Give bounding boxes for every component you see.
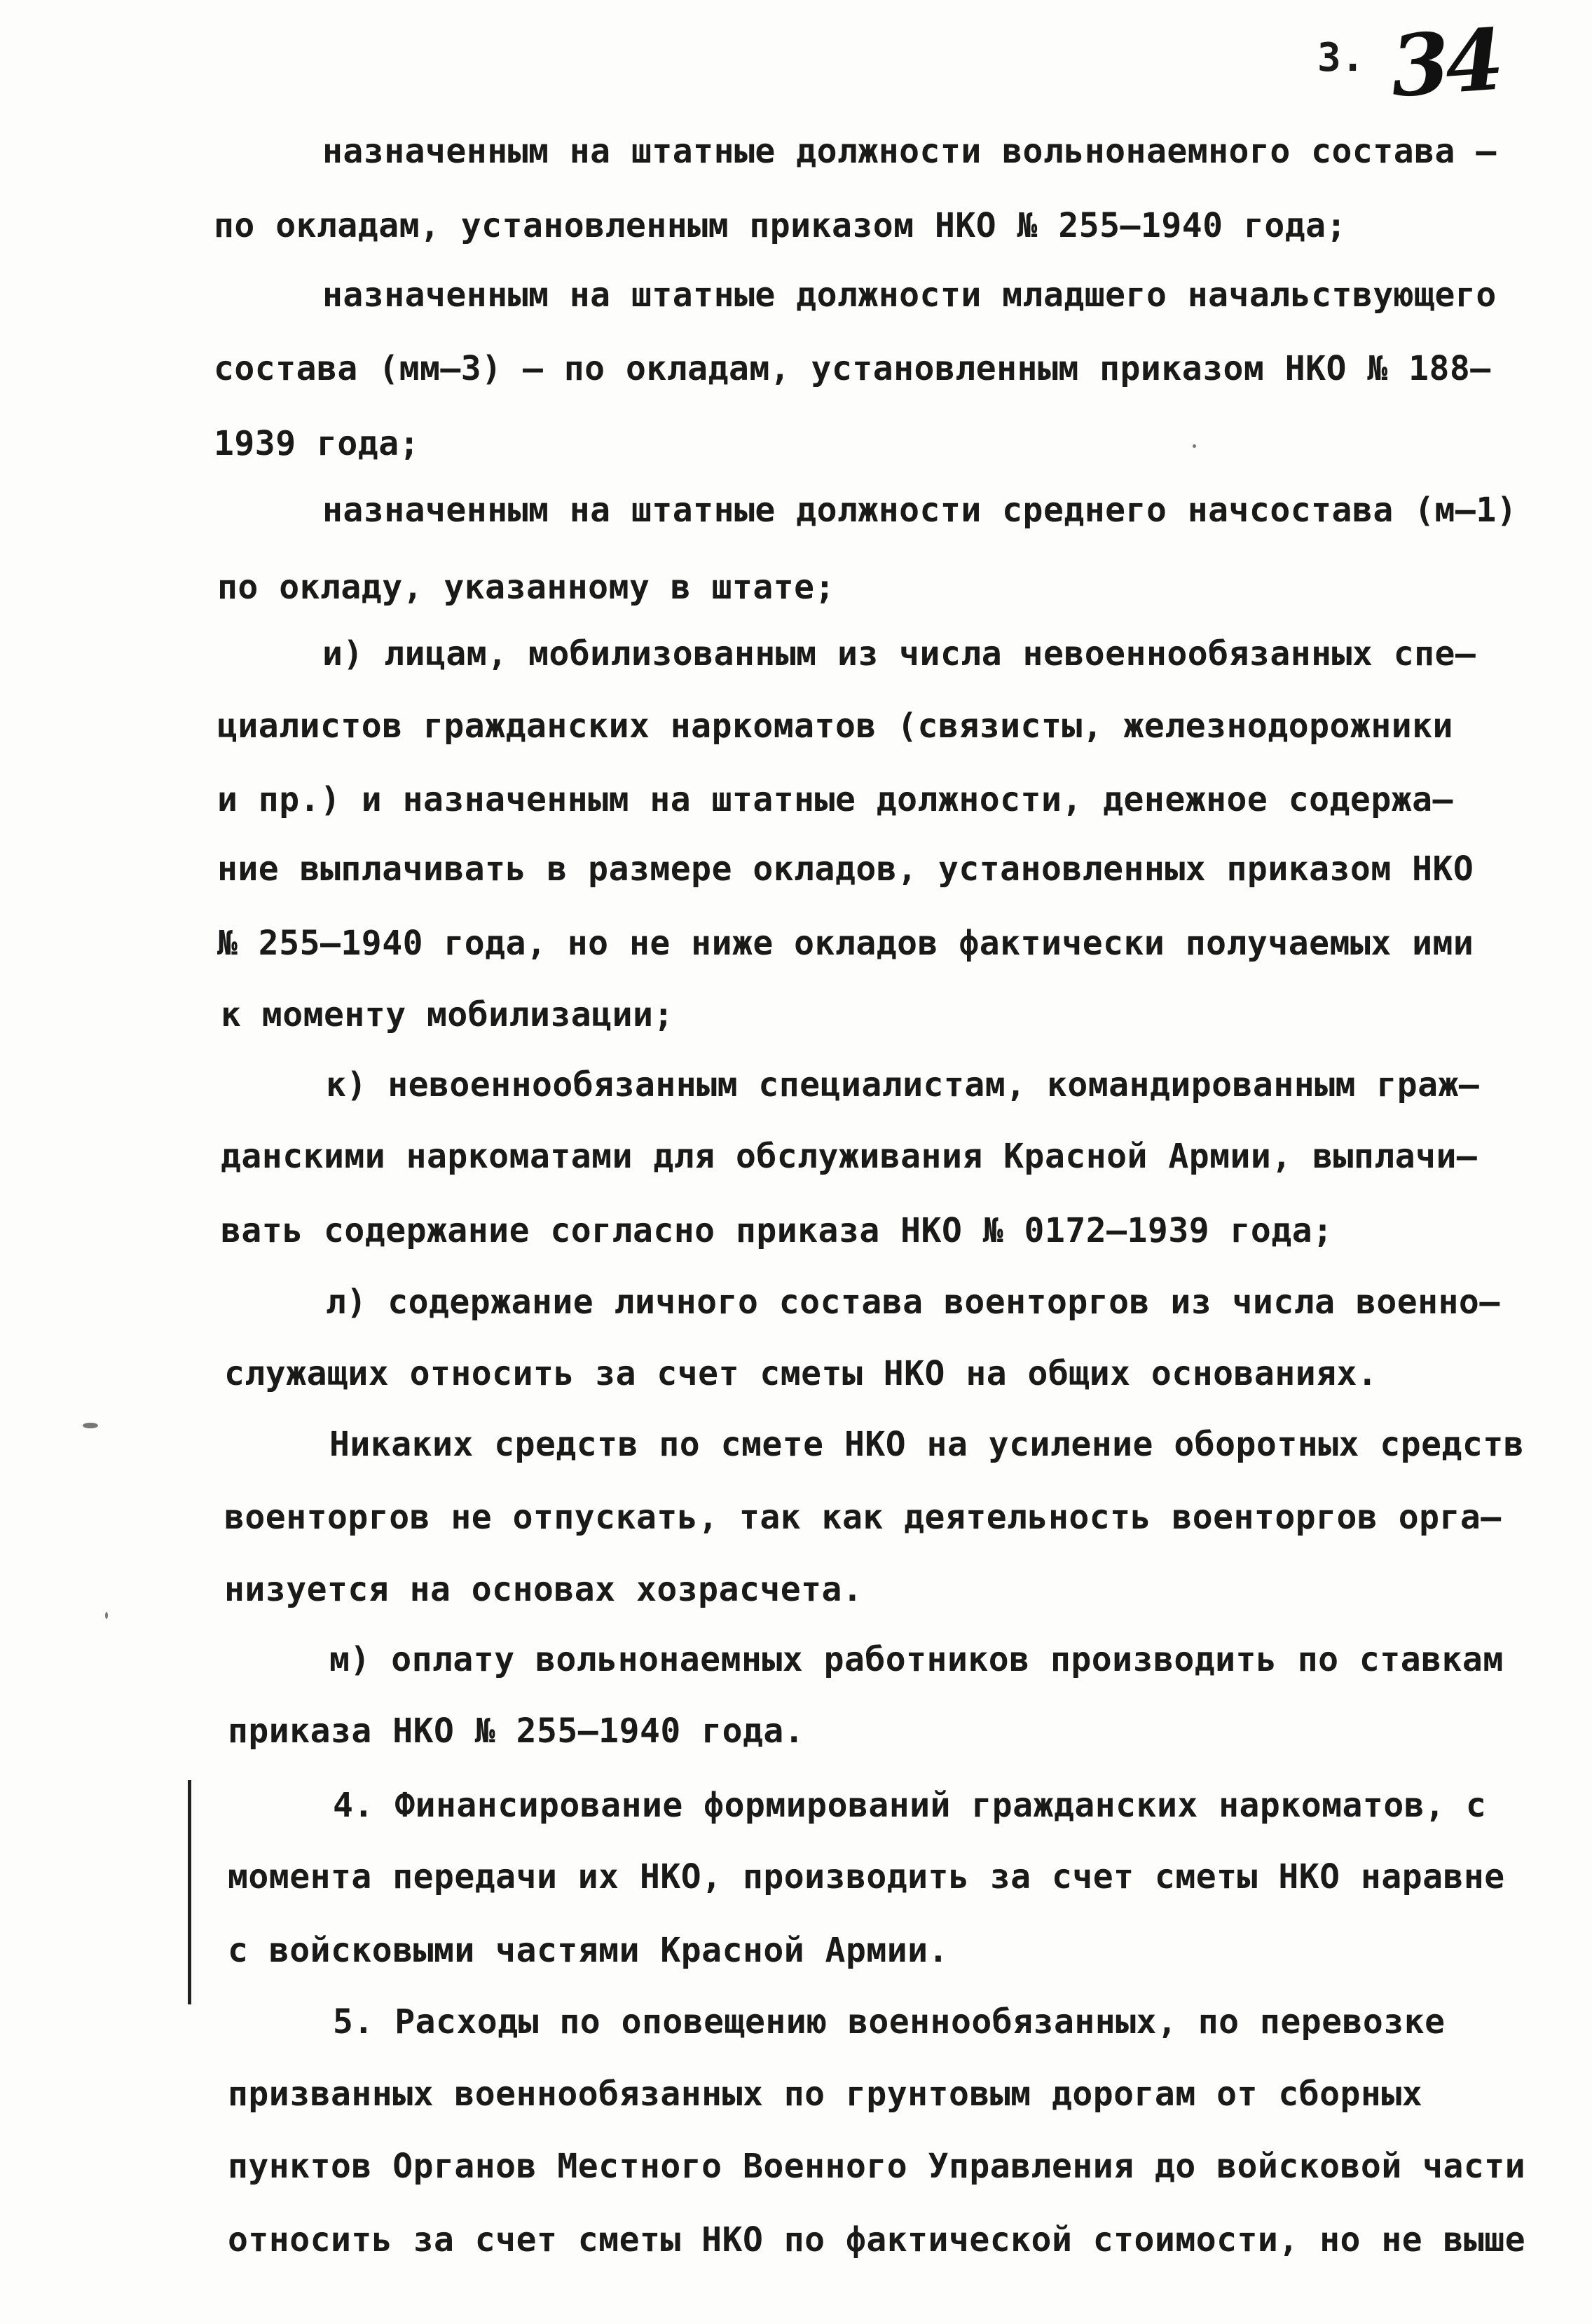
- text-line: к) невоеннообязанным специалистам, командированным граж–: [326, 1065, 1480, 1105]
- text-line: и) лицам, мобилизованным из числа невоеннообязанных спе–: [322, 634, 1476, 674]
- text-line: пунктов Органов Местного Военного Управления до войсковой части: [228, 2147, 1526, 2186]
- text-line: низуется на основах хозрасчета.: [224, 1570, 863, 1609]
- text-line: назначенным на штатные должности вольнонаемного состава –: [322, 132, 1497, 171]
- text-line: к моменту мобилизации;: [221, 995, 674, 1034]
- text-line: приказа НКО № 255–1940 года.: [228, 1711, 805, 1751]
- text-line: л) содержание личного состава военторгов из числа военно–: [326, 1283, 1500, 1322]
- text-line: назначенным на штатные должности среднего начсостава (м–1): [322, 491, 1518, 530]
- text-line: относить за счет сметы НКО по фактической стоимости, но не выше: [228, 2220, 1526, 2260]
- text-line: по окладам, установленным приказом НКО № 255–1940 года;: [214, 206, 1347, 245]
- text-line: состава (мм–3) – по окладам, установленным приказом НКО № 188–: [214, 349, 1491, 388]
- text-line: м) оплату вольнонаемных работников производить по ставкам: [329, 1640, 1504, 1679]
- handwritten-folio-number: 34: [1387, 10, 1503, 117]
- text-line: момента передачи их НКО, производить за счет сметы НКО наравне: [228, 1857, 1505, 1896]
- paper-speck: [1193, 444, 1196, 448]
- text-line: ние выплачивать в размере окладов, установленных приказом НКО: [217, 849, 1474, 889]
- text-line: служащих относить за счет сметы НКО на общих основаниях.: [224, 1354, 1378, 1393]
- paper-speck: [105, 1612, 108, 1619]
- text-line: 4. Финансирование формирований гражданских наркоматов, с: [333, 1786, 1487, 1825]
- text-line: призванных военнообязанных по грунтовым дорогам от сборных: [228, 2074, 1423, 2114]
- text-line: данскими наркоматами для обслуживания Красной Армии, выплачи–: [221, 1137, 1478, 1176]
- text-line: с войсковыми частями Красной Армии.: [228, 1931, 949, 1970]
- margin-mark-line: [188, 1780, 191, 2004]
- text-line: циалистов гражданских наркоматов (связисты, железнодорожники: [217, 706, 1453, 746]
- text-line: вать содержание согласно приказа НКО № 0172–1939 года;: [221, 1211, 1333, 1250]
- text-line: Никаких средств по смете НКО на усиление оборотных средств: [329, 1425, 1525, 1464]
- text-line: № 255–1940 года, но не ниже окладов фактически получаемых ими: [217, 924, 1474, 963]
- text-line: и пр.) и назначенным на штатные должности, денежное содержа–: [217, 780, 1453, 819]
- page-number: 3.: [1317, 35, 1365, 81]
- text-line: военторгов не отпускать, так как деятельность военторгов орга–: [224, 1498, 1502, 1537]
- text-line: назначенным на штатные должности младшего начальствующего: [322, 275, 1497, 315]
- paper-speck: [83, 1423, 98, 1428]
- text-line: по окладу, указанному в штате;: [217, 568, 835, 607]
- text-line: 1939 года;: [214, 424, 420, 463]
- text-line: 5. Расходы по оповещению военнообязанных, по перевозке: [333, 2002, 1446, 2042]
